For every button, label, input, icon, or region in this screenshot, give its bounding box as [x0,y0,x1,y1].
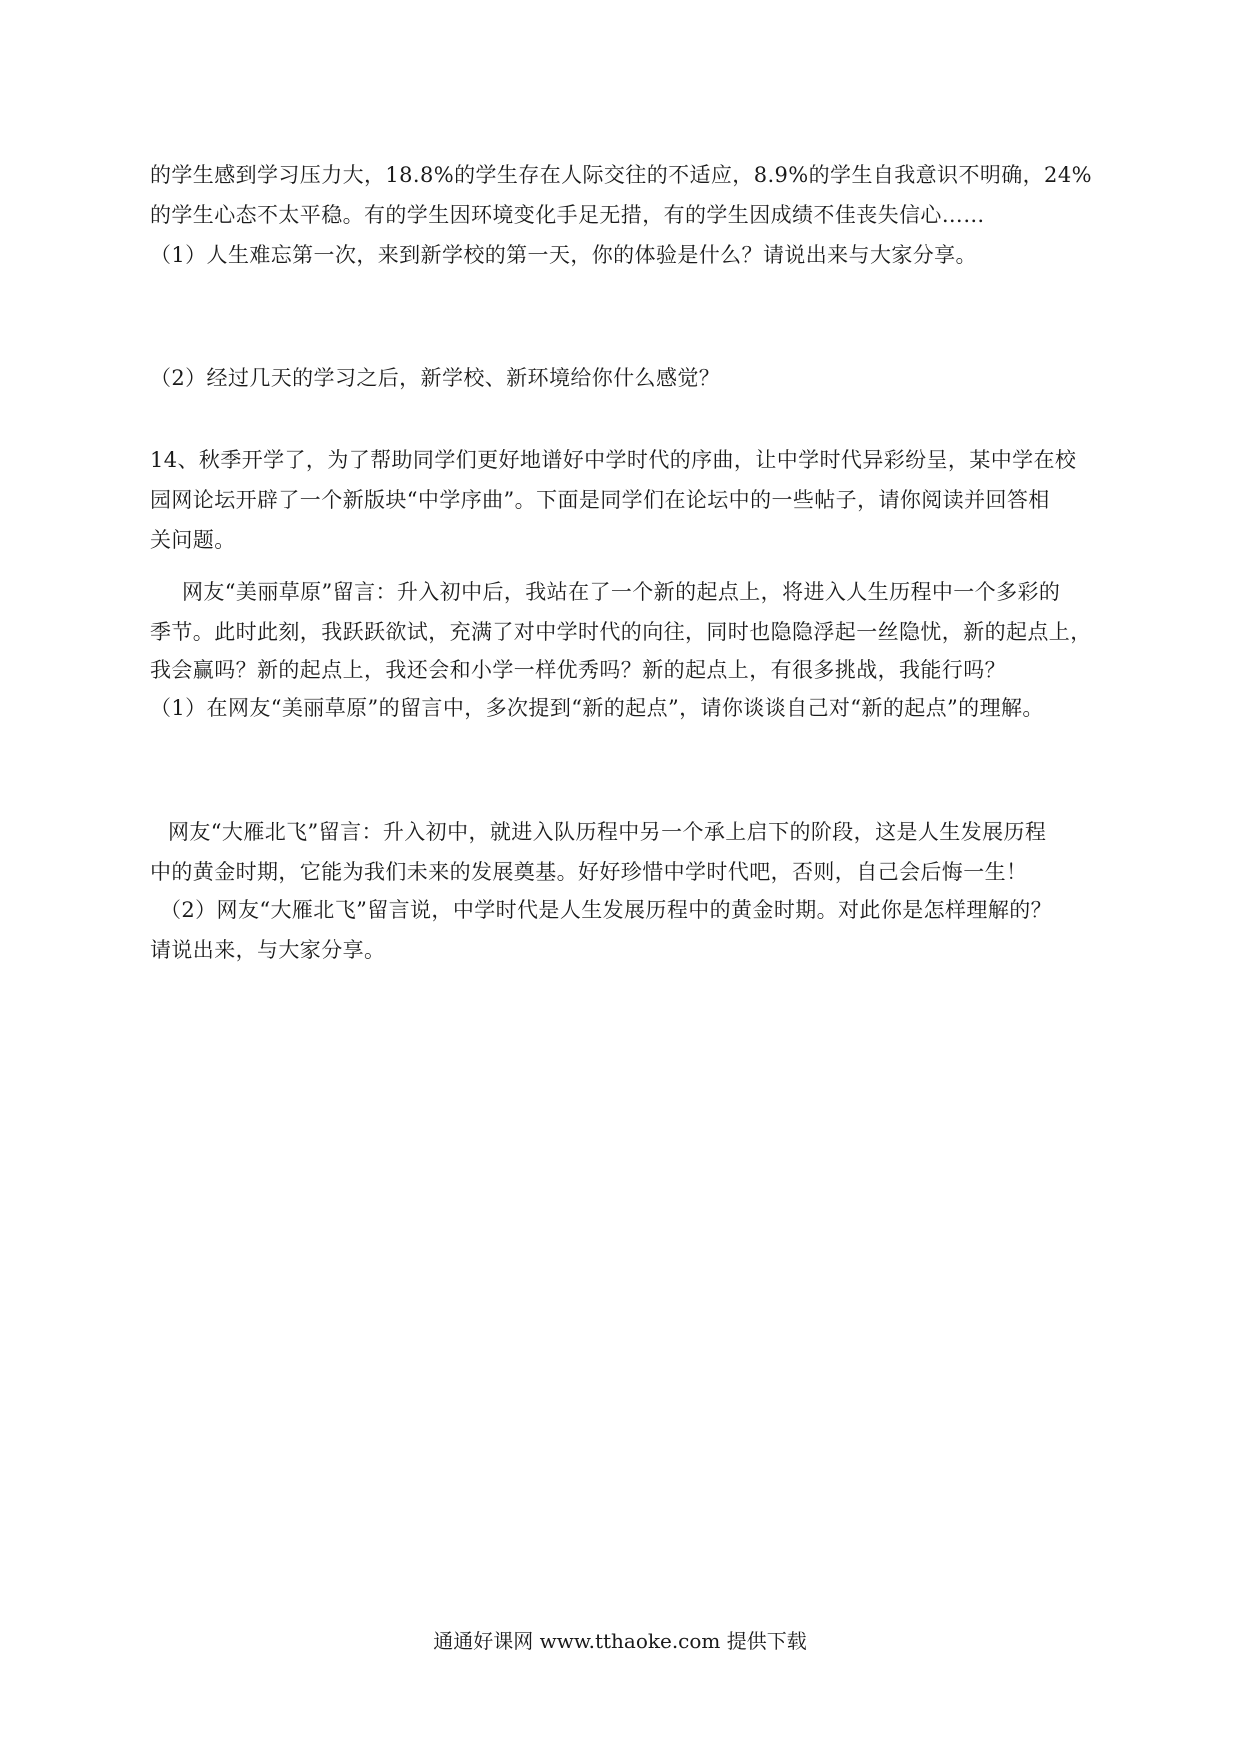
q14-stem-line-1: 14、秋季开学了，为了帮助同学们更好地谱好中学时代的序曲，让中学时代异彩纷呈，某中学在校 [150,448,1077,472]
q14-post1-line-2: 季节。此时此刻，我跃跃欲试，充满了对中学时代的向往，同时也隐隐浮起一丝隐忧，新的起点上， [150,620,1092,644]
q14-post2-line-2: 中的黄金时期，它能为我们未来的发展奠基。好好珍惜中学时代吧，否则，自己会后悔一生！ [150,860,1028,884]
intro-line-1: 的学生感到学习压力大，18.8%的学生存在人际交往的不适应，8.9%的学生自我意识不明确，24% [150,163,1092,187]
intro-line-2: 的学生心态不太平稳。有的学生因环境变化手足无措，有的学生因成绩不佳丧失信心…… [150,203,985,227]
q14-subquestion-2-line-2: 请说出来，与大家分享。 [150,938,386,962]
q14-subquestion-1: （1）在网友“美丽草原”的留言中，多次提到“新的起点”，请你谈谈自己对“新的起点”的理解。 [150,696,1044,720]
q13-subquestion-1: （1）人生难忘第一次，来到新学校的第一天，你的体验是什么？请说出来与大家分享。 [150,243,977,267]
q13-subquestion-2: （2）经过几天的学习之后，新学校、新环境给你什么感觉？ [150,366,721,390]
q14-post2-line-1: 网友“大雁北飞”留言：升入初中，就进入队历程中另一个承上启下的阶段，这是人生发展历程 [168,820,1047,844]
q14-subquestion-2-line-1: （2）网友“大雁北飞”留言说，中学时代是人生发展历程中的黄金时期。对此你是怎样理解的？ [160,898,1053,922]
q14-stem-line-3: 关问题。 [150,528,236,552]
page-footer: 通通好课网 www.tthaoke.com 提供下载 [433,1629,807,1653]
q14-stem-line-2: 园网论坛开辟了一个新版块“中学序曲”。下面是同学们在论坛中的一些帖子，请你阅读并回答相 [150,488,1050,512]
q14-post1-line-1: 网友“美丽草原”留言：升入初中后，我站在了一个新的起点上，将进入人生历程中一个多彩的 [182,580,1061,604]
q14-post1-line-3: 我会赢吗？新的起点上，我还会和小学一样优秀吗？新的起点上，有很多挑战，我能行吗？ [150,658,1006,682]
